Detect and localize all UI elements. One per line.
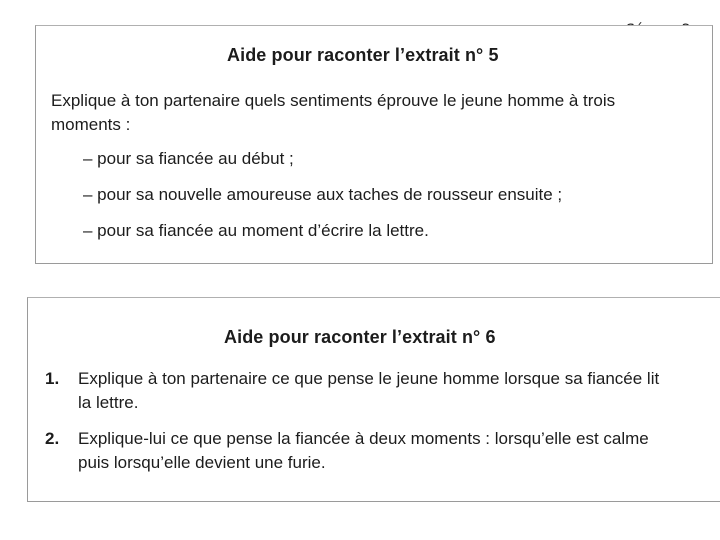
extract-6-title: Aide pour raconter l’extrait n° 6 [224, 327, 496, 347]
extract-5-bullet-2: – pour sa nouvelle amoureuse aux taches de rousseur ensuite ; [83, 185, 563, 204]
extract-5-help-card [35, 25, 713, 264]
item-number: 1. [45, 369, 60, 388]
item-text: Explique-lui ce que pense la fiancée à deux moments : lorsqu’elle est calme puis lorsqu’elle devient une furie. [78, 429, 649, 472]
extract-5-bullet-1: – pour sa fiancée au début ; [83, 149, 294, 168]
extract-6-help-card [27, 297, 720, 502]
extract-5-intro: Explique à ton partenaire quels sentiments éprouve le jeune homme à trois moments : [51, 91, 616, 134]
item-text: Explique à ton partenaire ce que pense le jeune homme lorsque sa fiancée lit la lettre. [78, 369, 660, 412]
extract-5-bullet-3: – pour sa fiancée au moment d’écrire la lettre. [83, 221, 429, 240]
item-number: 2. [45, 429, 60, 448]
extract-5-title: Aide pour raconter l’extrait n° 5 [227, 45, 499, 65]
